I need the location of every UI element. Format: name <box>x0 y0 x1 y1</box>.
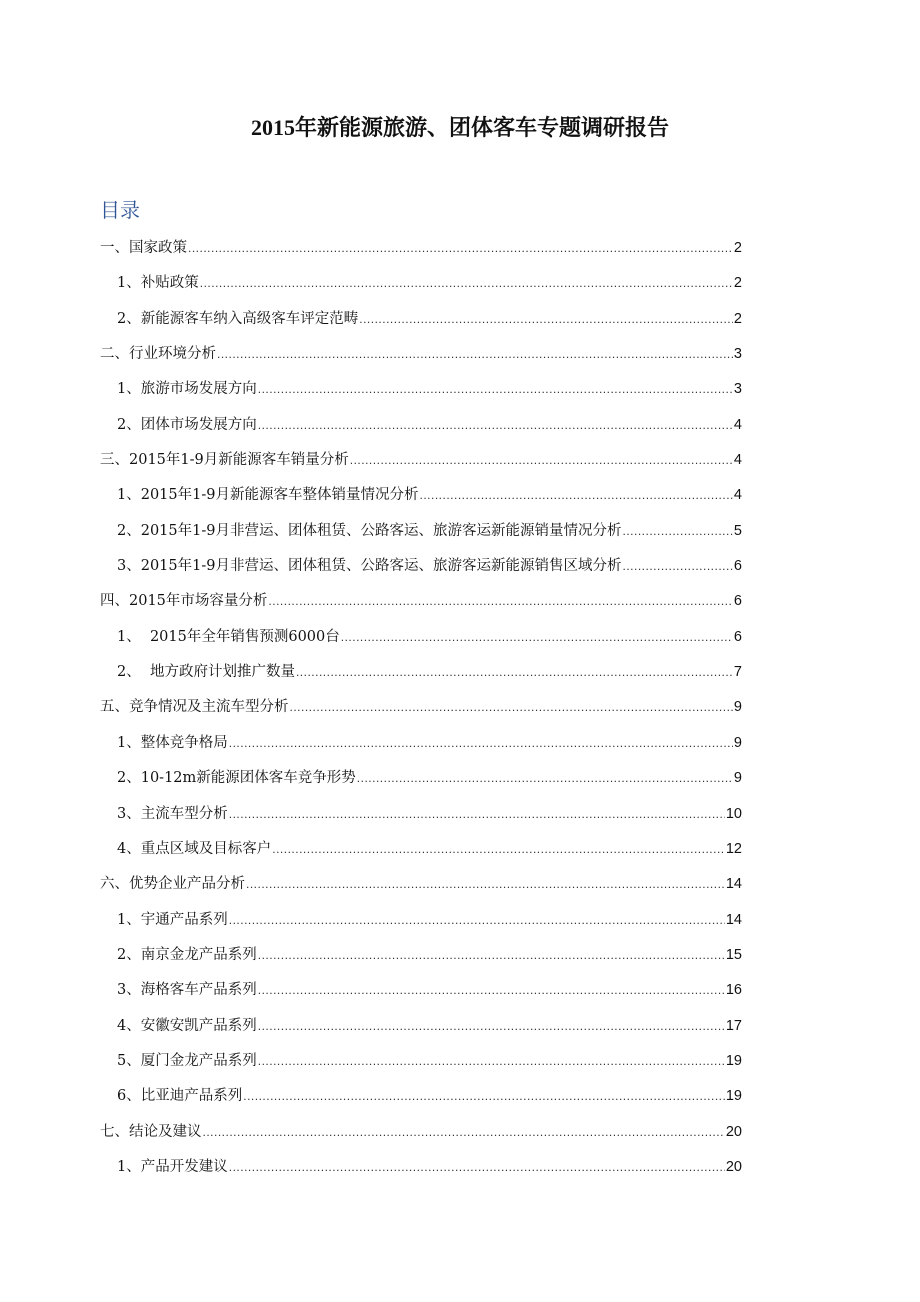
toc-entry-label: 三、2015年1-9月新能源客车销量分析 <box>100 452 349 469</box>
toc-entry-page: 6 <box>733 558 742 575</box>
toc-entry-page: 4 <box>733 416 742 433</box>
toc-entry-label: 1、产品开发建议 <box>117 1158 228 1175</box>
toc-heading: 目录 <box>100 198 140 222</box>
toc-entry-label: 1、2015年1-9月新能源客车整体销量情况分析 <box>117 487 419 504</box>
toc-entry-page: 14 <box>725 911 742 928</box>
toc-entry[interactable] <box>100 731 742 766</box>
toc-entry-page: 7 <box>733 664 742 681</box>
toc-entry-label: 1、 2015年全年销售预测6000台 <box>117 628 340 645</box>
dot-leader <box>258 1014 725 1038</box>
dot-leader <box>272 837 725 861</box>
toc-entry-page: 20 <box>725 1158 742 1175</box>
toc-entry-page: 9 <box>733 770 742 787</box>
toc-entry[interactable] <box>100 377 742 412</box>
toc-entry-label: 3、2015年1-9月非营运、团体租赁、公路客运、旅游客运新能源销售区域分析 <box>117 558 622 575</box>
toc-entry[interactable] <box>100 307 742 342</box>
dot-leader <box>188 236 733 260</box>
toc-entry-label: 七、结论及建议 <box>100 1123 202 1140</box>
dot-leader <box>203 1120 725 1144</box>
toc-entry-label: 六、优势企业产品分析 <box>100 876 245 893</box>
toc-entry-label: 1、补贴政策 <box>117 275 199 292</box>
toc-entry[interactable] <box>100 1049 742 1084</box>
toc-entry-page: 3 <box>733 381 742 398</box>
toc-entry-label: 2、南京金龙产品系列 <box>117 946 257 963</box>
toc-entry-label: 二、行业环境分析 <box>100 346 216 363</box>
toc-entry-page: 10 <box>725 805 742 822</box>
toc-entry-label: 一、国家政策 <box>100 240 187 256</box>
dot-leader <box>229 731 733 755</box>
toc-entry-label: 3、主流车型分析 <box>117 805 228 822</box>
dot-leader <box>258 978 725 1002</box>
toc-entry-label: 2、10-12m新能源团体客车竞争形势 <box>117 770 356 787</box>
toc-entry-page: 16 <box>725 982 742 999</box>
dot-leader <box>622 554 732 578</box>
toc-entry[interactable] <box>100 766 742 801</box>
toc-entry-label: 2、2015年1-9月非营运、团体租赁、公路客运、旅游客运新能源销量情况分析 <box>117 522 622 539</box>
dot-leader <box>350 448 733 472</box>
toc-entry-page: 19 <box>725 1052 742 1069</box>
toc-entry[interactable] <box>100 342 742 377</box>
toc-entry-page: 2 <box>733 240 742 256</box>
dot-leader <box>258 943 725 967</box>
toc-entry-label: 1、宇通产品系列 <box>117 911 228 928</box>
toc-entry-label: 6、比亚迪产品系列 <box>117 1088 243 1105</box>
toc-entry-page: 2 <box>733 275 742 292</box>
toc-entry[interactable] <box>100 483 742 518</box>
toc-entry-page: 5 <box>733 522 742 539</box>
toc-entry-label: 1、整体竞争格局 <box>117 734 228 751</box>
toc-entry[interactable] <box>100 236 742 271</box>
dot-leader <box>622 519 732 543</box>
toc-entry-page: 6 <box>733 628 742 645</box>
dot-leader <box>200 271 733 295</box>
dot-leader <box>229 908 725 932</box>
toc-entry[interactable] <box>100 1014 742 1049</box>
dot-leader <box>217 342 733 366</box>
toc-entry-page: 15 <box>725 946 742 963</box>
dot-leader <box>357 766 733 790</box>
toc-entry-page: 19 <box>725 1088 742 1105</box>
dot-leader <box>268 589 733 613</box>
dot-leader <box>229 802 725 826</box>
toc-entry-page: 3 <box>733 346 742 363</box>
toc-entry[interactable] <box>100 872 742 907</box>
dot-leader <box>296 660 733 684</box>
toc-entry-page: 17 <box>725 1017 742 1034</box>
toc-entry[interactable] <box>100 519 742 554</box>
toc-entry-label: 4、重点区域及目标客户 <box>117 840 272 857</box>
toc-entry[interactable] <box>100 1155 742 1190</box>
toc-entry[interactable] <box>100 978 742 1013</box>
dot-leader <box>359 307 733 331</box>
dot-leader <box>258 413 733 437</box>
toc-entry-label: 2、新能源客车纳入高级客车评定范畴 <box>117 310 359 327</box>
toc-entry-label: 五、竞争情况及主流车型分析 <box>100 699 289 716</box>
toc-entry-label: 2、 地方政府计划推广数量 <box>117 664 295 681</box>
toc-entry-label: 1、旅游市场发展方向 <box>117 381 257 398</box>
toc-entry[interactable] <box>100 1084 742 1119</box>
toc-entry[interactable] <box>100 413 742 448</box>
toc-entry[interactable] <box>100 908 742 943</box>
toc-entry-label: 四、2015年市场容量分析 <box>100 593 268 610</box>
toc-entry[interactable] <box>100 837 742 872</box>
toc-entry-page: 20 <box>725 1123 742 1140</box>
toc-entry-page: 4 <box>733 452 742 469</box>
toc-entry-page: 14 <box>725 876 742 893</box>
toc-entry[interactable] <box>100 448 742 483</box>
dot-leader <box>341 625 733 649</box>
toc-entry-label: 4、安徽安凯产品系列 <box>117 1017 257 1034</box>
toc-entry[interactable] <box>100 625 742 660</box>
toc-entry[interactable] <box>100 802 742 837</box>
dot-leader <box>229 1155 725 1179</box>
toc-entry[interactable] <box>100 1120 742 1155</box>
toc-entry[interactable] <box>100 589 742 624</box>
toc-entry-page: 9 <box>733 699 742 716</box>
dot-leader <box>243 1084 725 1108</box>
dot-leader <box>419 483 732 507</box>
dot-leader <box>258 1049 725 1073</box>
toc-entry-page: 4 <box>733 487 742 504</box>
toc-entry-page: 9 <box>733 734 742 751</box>
toc-entry-label: 5、厦门金龙产品系列 <box>117 1052 257 1069</box>
toc-entry[interactable] <box>100 271 742 306</box>
toc-entry[interactable] <box>100 554 742 589</box>
toc-entry[interactable] <box>100 660 742 695</box>
toc-entry-page: 2 <box>733 310 742 327</box>
dot-leader <box>258 377 733 401</box>
dot-leader <box>246 872 725 896</box>
table-of-contents <box>100 236 742 1190</box>
toc-entry-label: 2、团体市场发展方向 <box>117 416 257 433</box>
toc-entry-page: 6 <box>733 593 742 610</box>
document-title: 2015年新能源旅游、团体客车专题调研报告 <box>250 115 669 140</box>
toc-entry[interactable] <box>100 943 742 978</box>
toc-entry-label: 3、海格客车产品系列 <box>117 982 257 999</box>
toc-entry-page: 12 <box>725 840 742 857</box>
dot-leader <box>290 695 733 719</box>
toc-entry[interactable] <box>100 695 742 730</box>
